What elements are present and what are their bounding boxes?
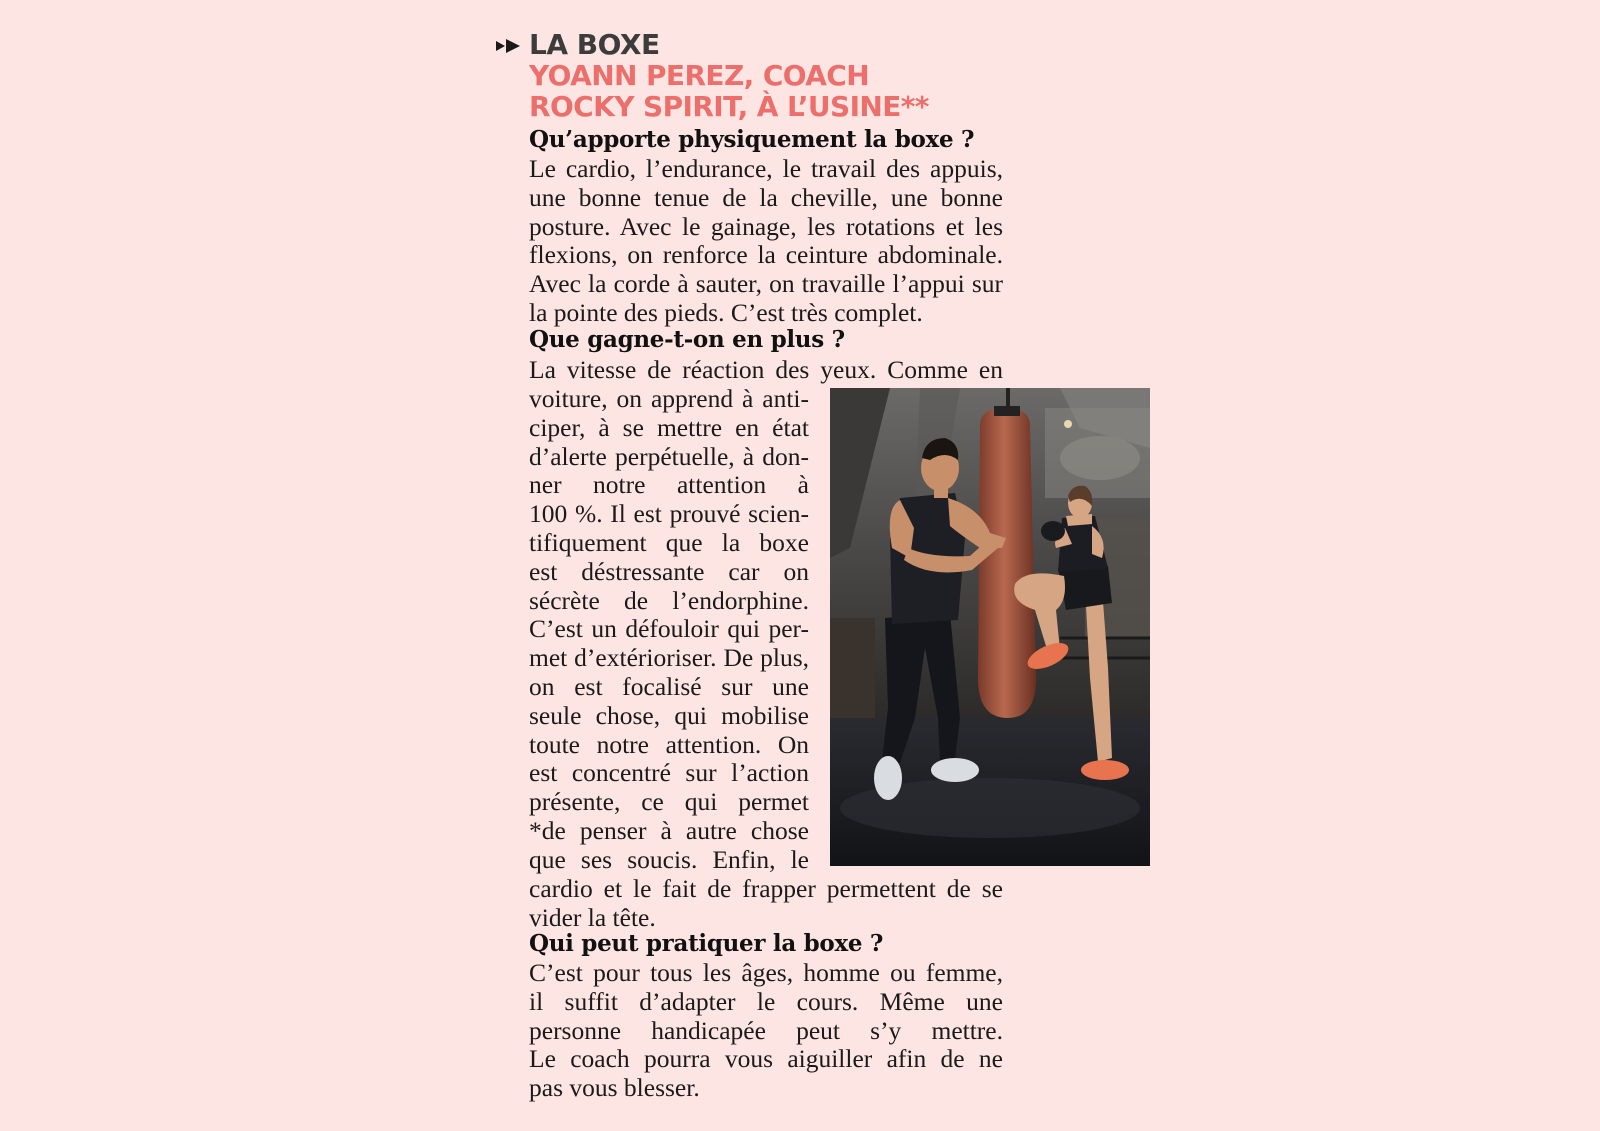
answer-2-line: d’alerte perpétuelle, à don- [529, 441, 809, 471]
double-arrow-icon [496, 39, 522, 53]
answer-2-line: on est focalisé sur une [529, 671, 809, 701]
answer-2-line: ner notre attention à [529, 470, 809, 500]
answer-2-line: est concentré sur l’action [529, 758, 809, 788]
answer-2-line: seule chose, qui mobilise [529, 700, 809, 730]
answer-2-line: cardio et le fait de frapper permettent de se [529, 874, 1003, 903]
answer-2-end [529, 875, 1003, 933]
answer-3-line: pas vous blesser. [529, 1073, 700, 1103]
answer-2-line: que ses soucis. Enfin, le [529, 844, 809, 874]
answer-3 [529, 959, 1003, 1103]
answer-2-line: est déstressante car on [529, 556, 809, 586]
question-2: Que gagne-t-on en plus ? [529, 326, 845, 353]
boxing-photo [830, 388, 1150, 866]
question-1: Qu’apporte physiquement la boxe ? [529, 126, 975, 153]
answer-2-line: *de penser à autre chose [529, 815, 809, 845]
answer-1-line: flexions, on renforce la ceinture abdominale. [529, 240, 1003, 270]
answer-1-line: la pointe des pieds. C’est très complet. [529, 297, 923, 327]
answer-1 [529, 155, 1003, 328]
answer-1-line: Avec la corde à sauter, on travaille l’appui sur [529, 269, 1003, 299]
answer-2-line: vider la tête. [529, 902, 656, 932]
answer-3-line: personne handicapée peut s’y mettre. [529, 1015, 1003, 1045]
section-title: LA BOXE [529, 28, 660, 61]
answer-1-line: posture. Avec le gainage, les rotations et les [529, 211, 1003, 241]
coach-heading-line-1: YOANN PEREZ, COACH [529, 59, 870, 92]
answer-1-line: Le cardio, l’endurance, le travail des appuis, [529, 154, 1003, 183]
answer-2-line: 100 %. Il est prouvé scien- [529, 499, 809, 529]
answer-2-line: tifiquement que la boxe [529, 527, 809, 557]
question-3: Qui peut pratiquer la boxe ? [529, 930, 884, 957]
answer-2-intro [529, 356, 1003, 385]
answer-1-line: une bonne tenue de la cheville, une bonne [529, 182, 1003, 212]
answer-2-line: met d’extérioriser. De plus, [529, 643, 809, 673]
answer-2-wrapped-column [529, 385, 809, 875]
answer-3-line: il suffit d’adapter le cours. Même une [529, 986, 1003, 1016]
answer-2-line: toute notre attention. On [529, 729, 809, 759]
answer-2-line: sécrète de l’endorphine. [529, 585, 809, 615]
answer-2-line: présente, ce qui permet [529, 787, 809, 817]
answer-2-line: ciper, à se mettre en état [529, 412, 809, 442]
answer-3-line: C’est pour tous les âges, homme ou femme, [529, 958, 1003, 987]
coach-heading [529, 60, 929, 122]
answer-2-line: La vitesse de réaction des yeux. Comme en [529, 355, 1003, 384]
answer-2-line: voiture, on apprend à anti- [529, 384, 809, 413]
answer-2-line: C’est un défouloir qui per- [529, 614, 809, 644]
answer-3-line: Le coach pourra vous aiguiller afin de ne [529, 1044, 1003, 1074]
coach-heading-line-2: ROCKY SPIRIT, À L’USINE** [529, 90, 929, 123]
